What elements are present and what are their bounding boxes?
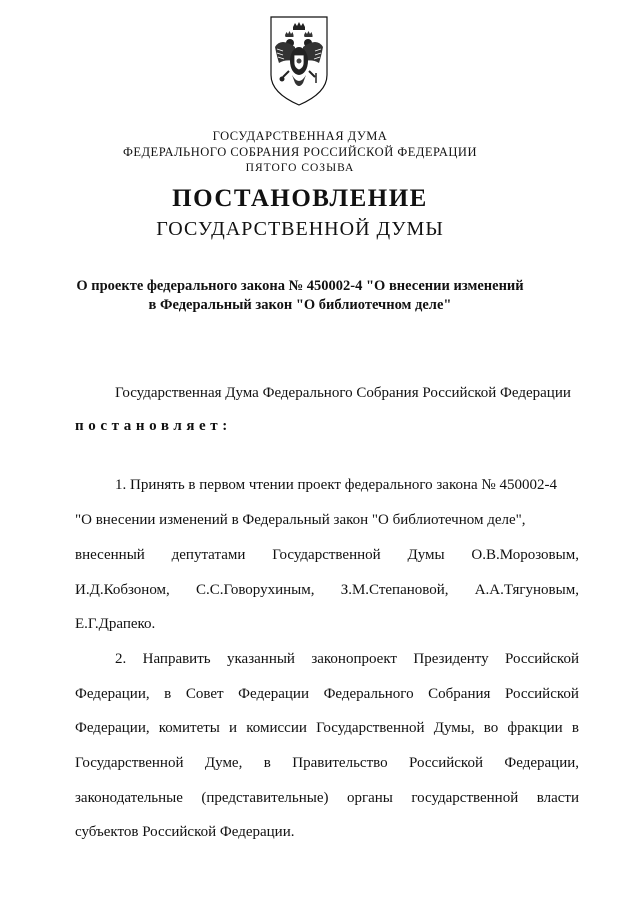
word: Думы — [407, 547, 445, 563]
word: Думе, — [204, 755, 243, 771]
word: внесенный — [75, 547, 145, 563]
word: Государственной — [316, 720, 425, 736]
word: Государственной — [75, 755, 184, 771]
word: (представительные) — [201, 790, 329, 806]
word: законодательные — [75, 790, 183, 806]
subject-line-2: в Федеральный закон "О библиотечном деле" — [148, 297, 452, 313]
intro-paragraph: Государственная Дума Федерального Собрания Российской Федерации — [115, 385, 571, 401]
word: государственной — [411, 790, 519, 806]
item2-line-5 — [75, 788, 579, 808]
item1-line-3 — [75, 545, 579, 565]
word: С.С.Говорухиным, — [195, 582, 315, 598]
word: в — [164, 686, 172, 702]
word: Федерации, — [75, 686, 150, 702]
word: законопроект — [311, 651, 397, 667]
word: и — [229, 720, 238, 736]
org-line-3: ПЯТОГО СОЗЫВА — [245, 162, 355, 174]
word: А.А.Тягуновым, — [474, 582, 579, 598]
word: в — [571, 720, 579, 736]
word: 2. — [115, 651, 127, 667]
word: Президенту — [413, 651, 489, 667]
item2-line-1 — [75, 649, 579, 669]
item2-line-2 — [75, 684, 579, 704]
word: комиссии — [246, 720, 307, 736]
word: в — [263, 755, 271, 771]
word: фракции — [507, 720, 563, 736]
item1-line-4 — [75, 580, 579, 600]
item2-line-6: субъектов Российской Федерации. — [75, 824, 295, 840]
item2-line-3 — [75, 718, 579, 738]
document-subtitle: ГОСУДАРСТВЕННОЙ ДУМЫ — [156, 218, 444, 240]
resolves-label: постановляет: — [75, 418, 232, 434]
word: депутатами — [171, 547, 246, 563]
word: органы — [346, 790, 393, 806]
subject-line-1: О проекте федерального закона № 450002-4 "О внесении изменений — [76, 278, 524, 294]
word: указанный — [226, 651, 295, 667]
item1-line-2: "О внесении изменений в Федеральный закон "О библиотечном деле", — [75, 512, 526, 528]
word: Российской — [505, 651, 579, 667]
item1-line-1: 1. Принять в первом чтении проект федерального закона № 450002-4 — [115, 477, 557, 493]
word: комитеты — [158, 720, 220, 736]
word: З.М.Степановой, — [340, 582, 449, 598]
coat-of-arms-icon — [265, 13, 333, 108]
document-title: ПОСТАНОВЛЕНИЕ — [172, 185, 428, 212]
word: Собрания — [428, 686, 491, 702]
item1-line-5: Е.Г.Драпеко. — [75, 616, 156, 632]
org-line-2: ФЕДЕРАЛЬНОГО СОБРАНИЯ РОССИЙСКОЙ ФЕДЕРАЦИИ — [123, 145, 477, 159]
word: Федерального — [323, 686, 414, 702]
word: во — [483, 720, 499, 736]
word: власти — [536, 790, 579, 806]
word: Федерации, — [75, 720, 150, 736]
word: О.В.Морозовым, — [471, 547, 579, 563]
word: Направить — [142, 651, 211, 667]
word: Совет — [185, 686, 224, 702]
word: Российской — [505, 686, 579, 702]
word: Думы, — [433, 720, 475, 736]
word: Российской — [409, 755, 483, 771]
item2-line-4 — [75, 753, 579, 773]
word: Правительство — [292, 755, 388, 771]
word: Федерации — [238, 686, 309, 702]
word: Федерации, — [504, 755, 579, 771]
word: Государственной — [272, 547, 381, 563]
org-line-1: ГОСУДАРСТВЕННАЯ ДУМА — [212, 129, 388, 143]
word: И.Д.Кобзоном, — [75, 582, 170, 598]
